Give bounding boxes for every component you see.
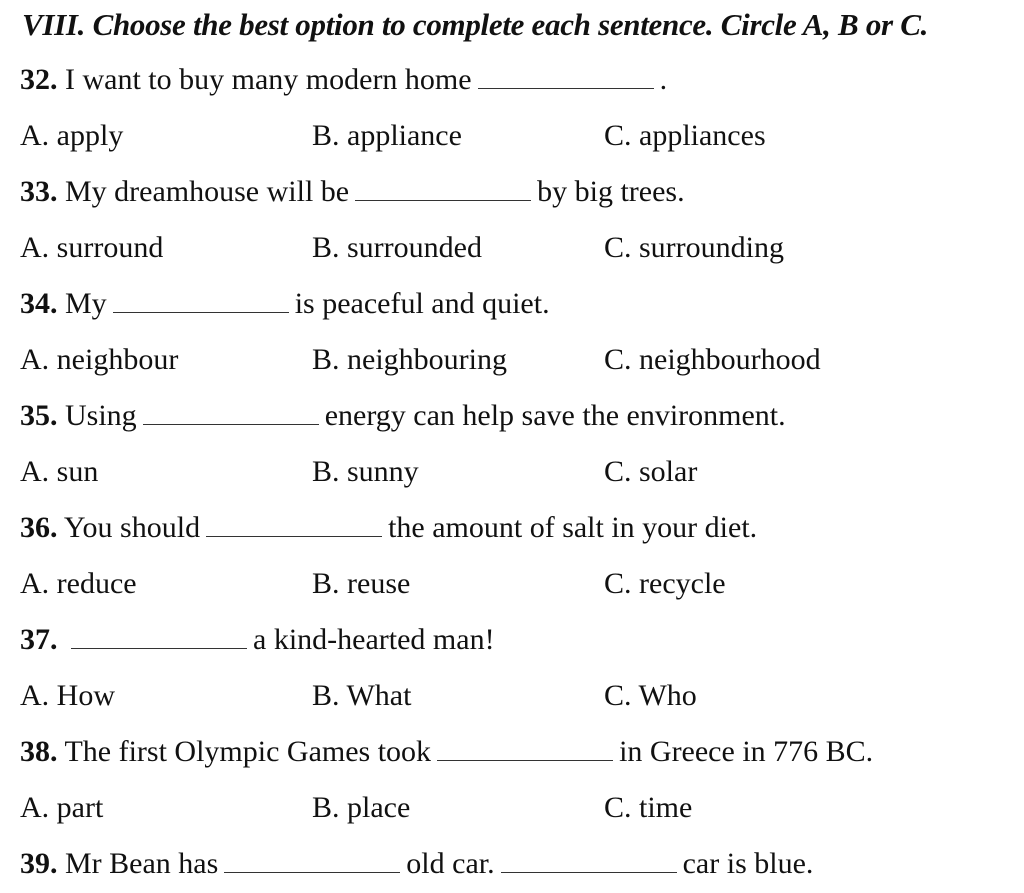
option-b[interactable]: B. place [312, 791, 411, 824]
question-35 [20, 388, 786, 444]
question-37 [20, 612, 495, 668]
option-a[interactable]: A. reduce [20, 567, 137, 600]
question-number: 32. [20, 63, 58, 96]
answer-blank [355, 172, 531, 201]
question-text: The first Olympic Games took [64, 735, 432, 768]
question-38 [20, 724, 873, 780]
question-number: 34. [20, 287, 58, 320]
section-title: VIII. Choose the best option to complete each sentence. Circle A, B or C. [22, 7, 929, 42]
option-a[interactable]: A. apply [20, 119, 124, 152]
option-c[interactable]: C. appliances [604, 119, 766, 152]
option-b[interactable]: B. sunny [312, 455, 419, 488]
question-text: a kind-hearted man! [253, 623, 495, 656]
answer-blank [224, 844, 400, 873]
question-text: I want to buy many modern home [65, 63, 472, 96]
question-34 [20, 276, 550, 332]
option-c[interactable]: C. recycle [604, 567, 726, 600]
question-text: old car. [406, 847, 495, 880]
question-text: You should [63, 511, 201, 544]
option-c[interactable]: C. surrounding [604, 231, 784, 264]
question-text: My dreamhouse will be [65, 175, 350, 208]
question-number: 35. [20, 399, 58, 432]
question-text: My [65, 287, 107, 320]
option-b[interactable]: B. neighbouring [312, 343, 507, 376]
answer-blank [501, 844, 677, 873]
question-text: car is blue. [682, 847, 814, 880]
question-text: by big trees. [537, 175, 685, 208]
question-number: 37. [20, 623, 58, 656]
question-39 [20, 836, 813, 892]
option-a[interactable]: A. neighbour [20, 343, 179, 376]
answer-blank [113, 284, 289, 313]
option-a[interactable]: A. part [20, 791, 104, 824]
option-b[interactable]: B. reuse [312, 567, 411, 600]
question-text: Mr Bean has [65, 847, 219, 880]
answer-blank [143, 396, 319, 425]
question-text: in Greece in 776 BC. [619, 735, 874, 768]
option-a[interactable]: A. surround [20, 231, 164, 264]
option-c[interactable]: C. time [604, 791, 693, 824]
option-a[interactable]: A. How [20, 679, 115, 712]
question-text: energy can help save the environment. [324, 399, 786, 432]
option-c[interactable]: C. Who [604, 679, 697, 712]
option-c[interactable]: C. neighbourhood [604, 343, 821, 376]
question-number: 33. [20, 175, 58, 208]
answer-blank [206, 508, 382, 537]
question-text: the amount of salt in your diet. [388, 511, 758, 544]
option-c[interactable]: C. solar [604, 455, 698, 488]
question-text: . [659, 63, 668, 96]
question-33 [20, 164, 685, 220]
option-a[interactable]: A. sun [20, 455, 99, 488]
option-b[interactable]: B. surrounded [312, 231, 482, 264]
answer-blank [478, 60, 654, 89]
option-b[interactable]: B. appliance [312, 119, 462, 152]
option-b[interactable]: B. What [312, 679, 412, 712]
answer-blank [71, 620, 247, 649]
question-32 [20, 52, 667, 108]
question-number: 38. [20, 735, 58, 768]
question-text: is peaceful and quiet. [294, 287, 550, 320]
question-36 [20, 500, 757, 556]
question-number: 36. [20, 511, 58, 544]
answer-blank [437, 732, 613, 761]
question-number: 39. [20, 847, 58, 880]
question-text: Using [65, 399, 137, 432]
